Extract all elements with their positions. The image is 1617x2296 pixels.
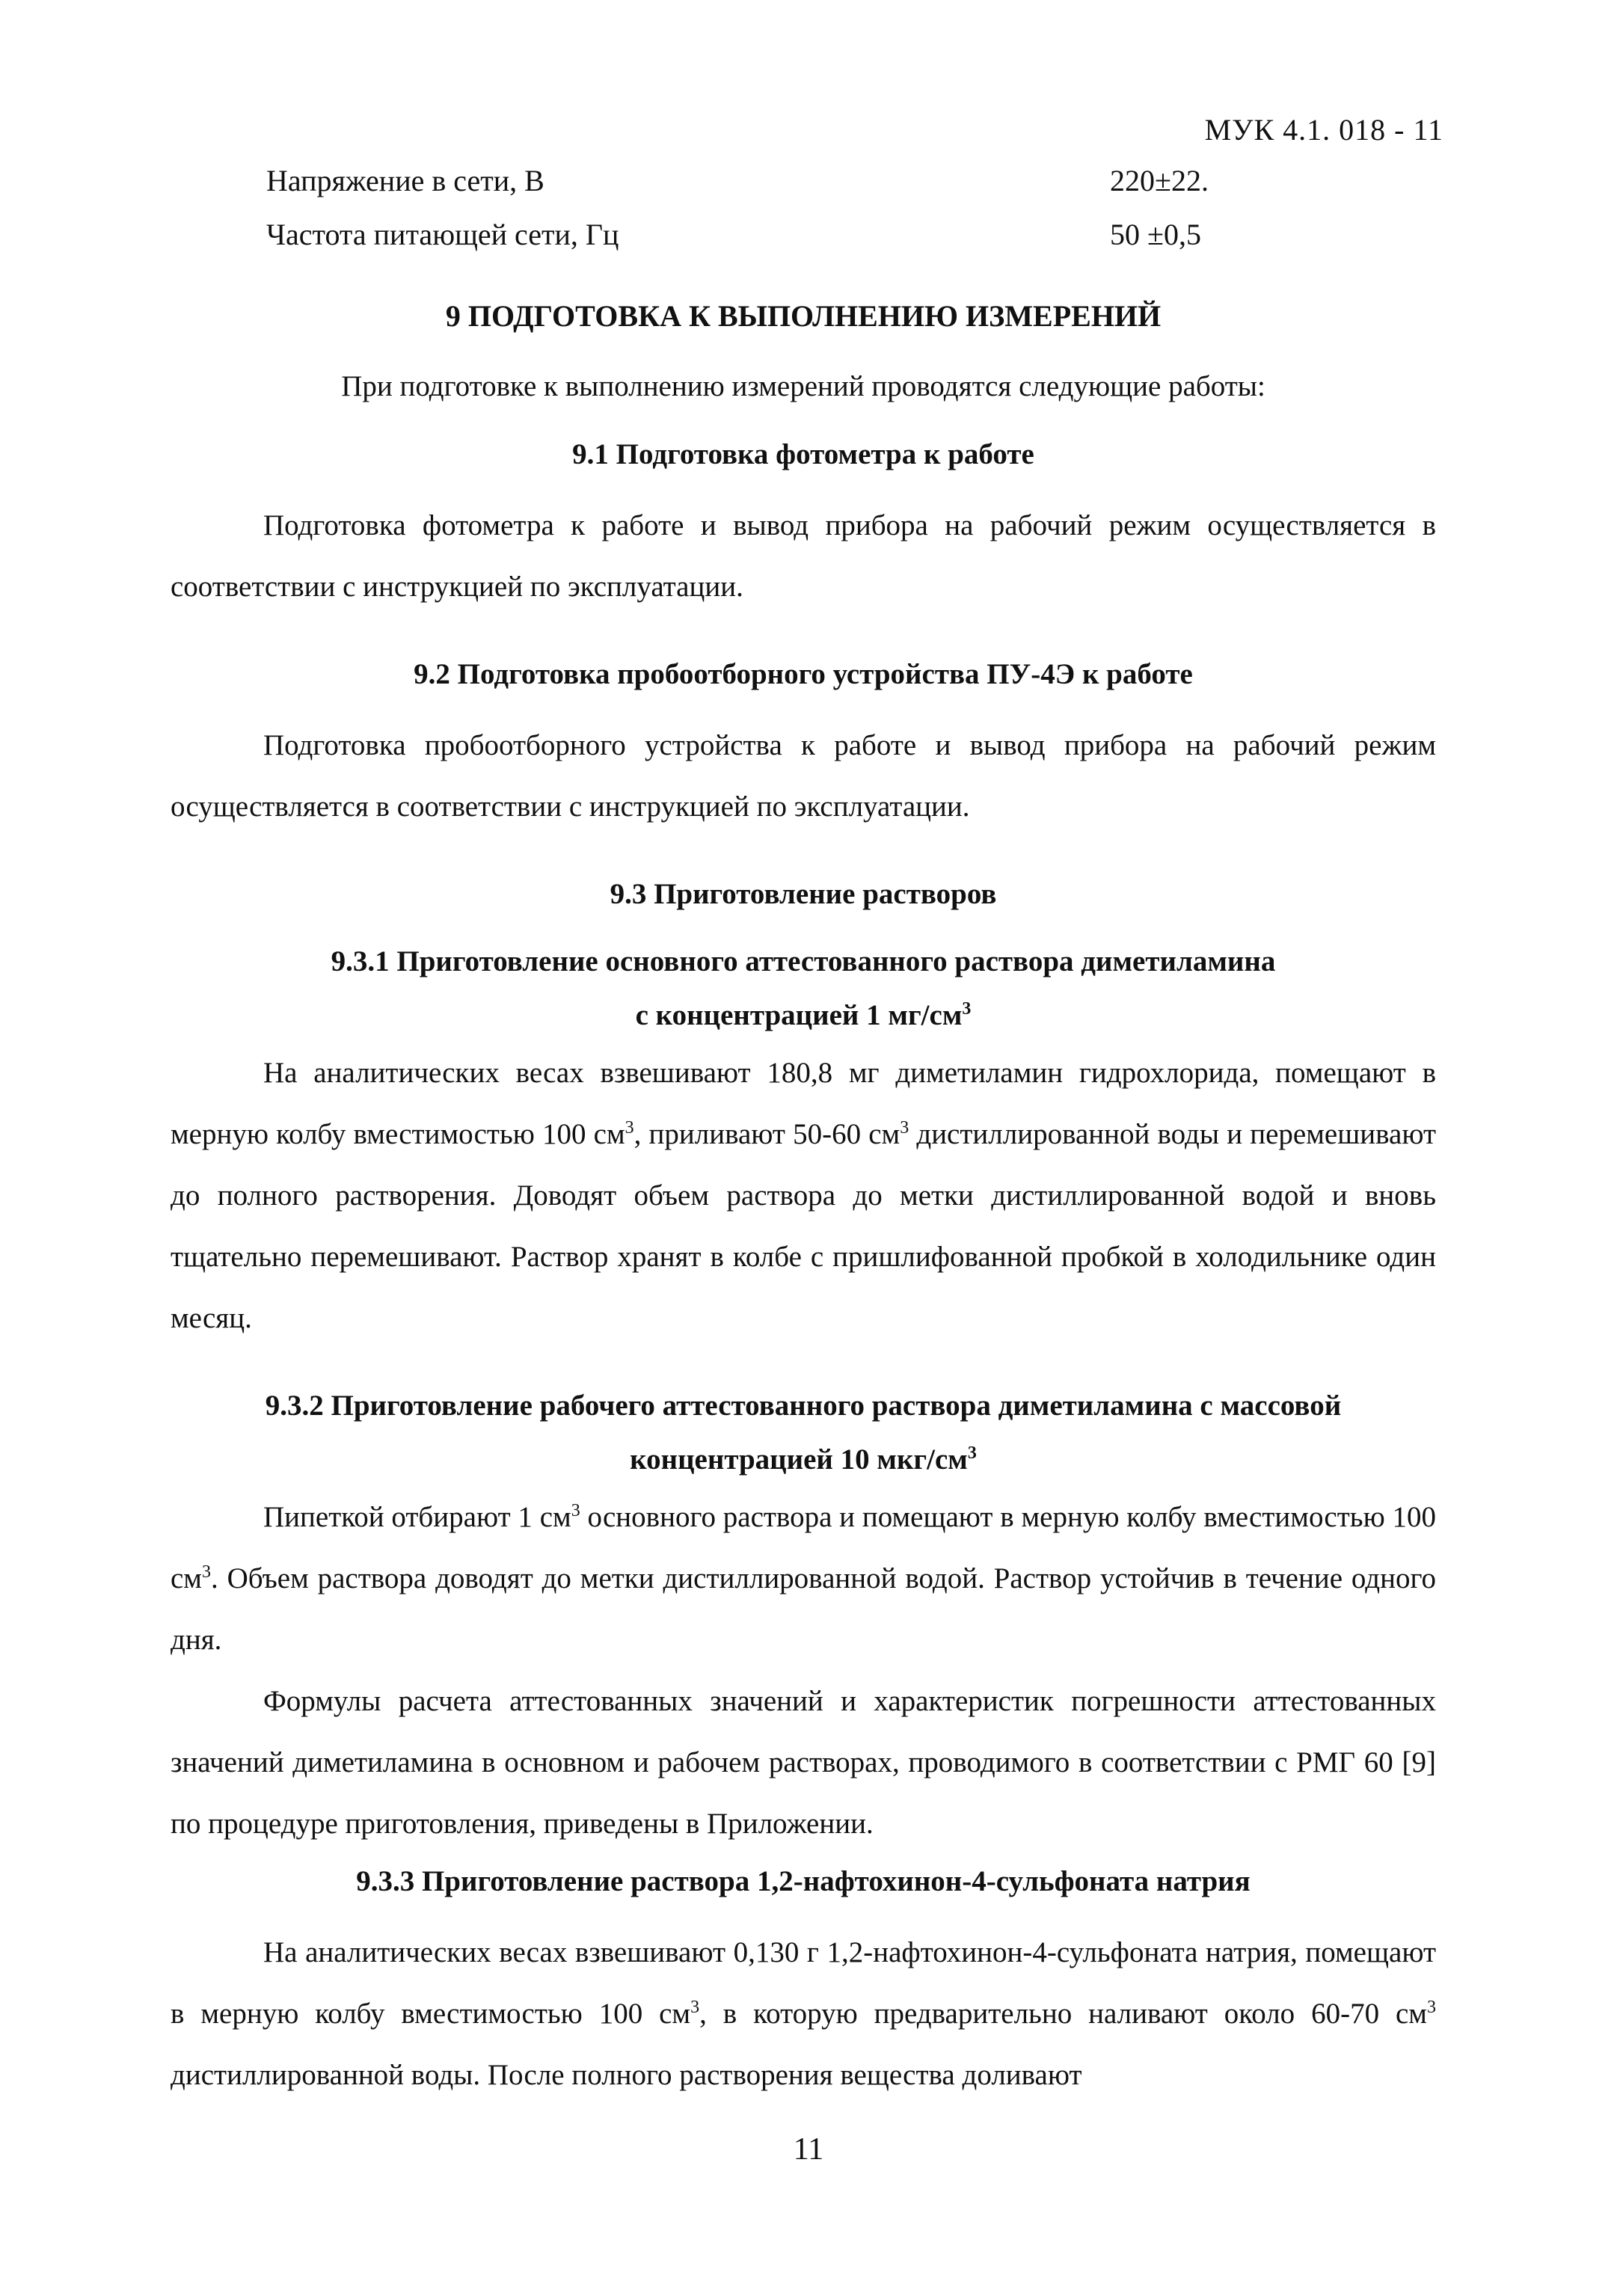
- document-code: МУК 4.1. 018 - 11: [1204, 113, 1443, 147]
- section-9-3-2-title: [171, 1379, 1436, 1487]
- section-9-3-1-title: [171, 935, 1436, 1043]
- section-9-3-1-title-line1: 9.3.1 Приготовление основного аттестованного раствора диметиламина: [331, 945, 1276, 977]
- section-9-2-text: Подготовка пробоотборного устройства к работе и вывод прибора на рабочий режим осуществляется в соответствии с инструкцией по эксплуатации.: [171, 729, 1436, 823]
- spec-value: 50 ±0,5: [1110, 218, 1201, 251]
- section-9-3-title: 9.3 Приготовление растворов: [610, 878, 997, 910]
- superscript: 3: [962, 999, 972, 1019]
- section-9-3-2-text-1: Пипеткой отбирают 1 $см^3$ основного раствора и помещают в мерную колбу вместимостью 100 $см^3$. Объем раствора доводят до метки дистиллированной водой. Раствор устойчив в течение одного дня.: [171, 1501, 1436, 1656]
- section-9-3-3-text: На аналитических весах взвешивают 0,130 г 1,2-нафтохинон-4-сульфоната натрия, помещают в мерную колбу вместимостью 100 $см^3$, в которую предварительно наливают около 60-70 $см^3$ дистиллированной воды. После полного растворения вещества доливают: [171, 1936, 1436, 2091]
- superscript: 3: [967, 1443, 977, 1463]
- section-9-title: 9 ПОДГОТОВКА К ВЫПОЛНЕНИЮ ИЗМЕРЕНИЙ: [445, 299, 1162, 333]
- section-9-3-2-text-2: Формулы расчета аттестованных значений и характеристик погрешности аттестованных значений диметиламина в основном и рабочем растворах, проводимого в соответствии с РМГ 60 [9] по процедуре приготовления, приведены в Приложении.: [171, 1685, 1436, 1840]
- section-9-3-3-title: 9.3.3 Приготовление раствора 1,2-нафтохинон-4-сульфоната натрия: [356, 1865, 1251, 1897]
- section-9-1-title: 9.1 Подготовка фотометра к работе: [572, 438, 1034, 470]
- section-9-intro: При подготовке к выполнению измерений проводятся следующие работы:: [341, 370, 1265, 402]
- section-9-3-2-title-line2: концентрацией 10 мкг/см: [630, 1443, 968, 1476]
- spec-row-voltage: [266, 163, 1313, 198]
- spec-value: 220±22.: [1110, 164, 1209, 197]
- section-9-1-text: Подготовка фотометра к работе и вывод прибора на рабочий режим осуществляется в соответствии с инструкцией по эксплуатации.: [171, 509, 1436, 603]
- spec-label: Частота питающей сети, Гц: [266, 218, 619, 251]
- section-9-3-2-title-line1: 9.3.2 Приготовление рабочего аттестованного раствора диметиламина с массовой: [265, 1390, 1342, 1422]
- section-9-3-1-title-line2: с концентрацией 1 мг/см: [635, 999, 963, 1031]
- spec-label: Напряжение в сети, В: [266, 164, 544, 197]
- section-9-2-title: 9.2 Подготовка пробоотборного устройства ПУ-4Э к работе: [414, 658, 1193, 690]
- spec-row-frequency: [266, 217, 1313, 252]
- page-number: 11: [793, 2132, 824, 2167]
- section-9-3-1-text: На аналитических весах взвешивают 180,8 мг диметиламин гидрохлорида, помещают в мерную колбу вместимостью 100 $см^3$, приливают 50-60 $см^3$ дистиллированной воды и перемешивают до полного растворения. Доводят объем раствора до метки дистиллированной водой и вновь тщательно перемешивают. Раствор хранят в колбе с пришлифованной пробкой в холодильнике один месяц.: [171, 1057, 1436, 1334]
- document-body: [171, 290, 1436, 2106]
